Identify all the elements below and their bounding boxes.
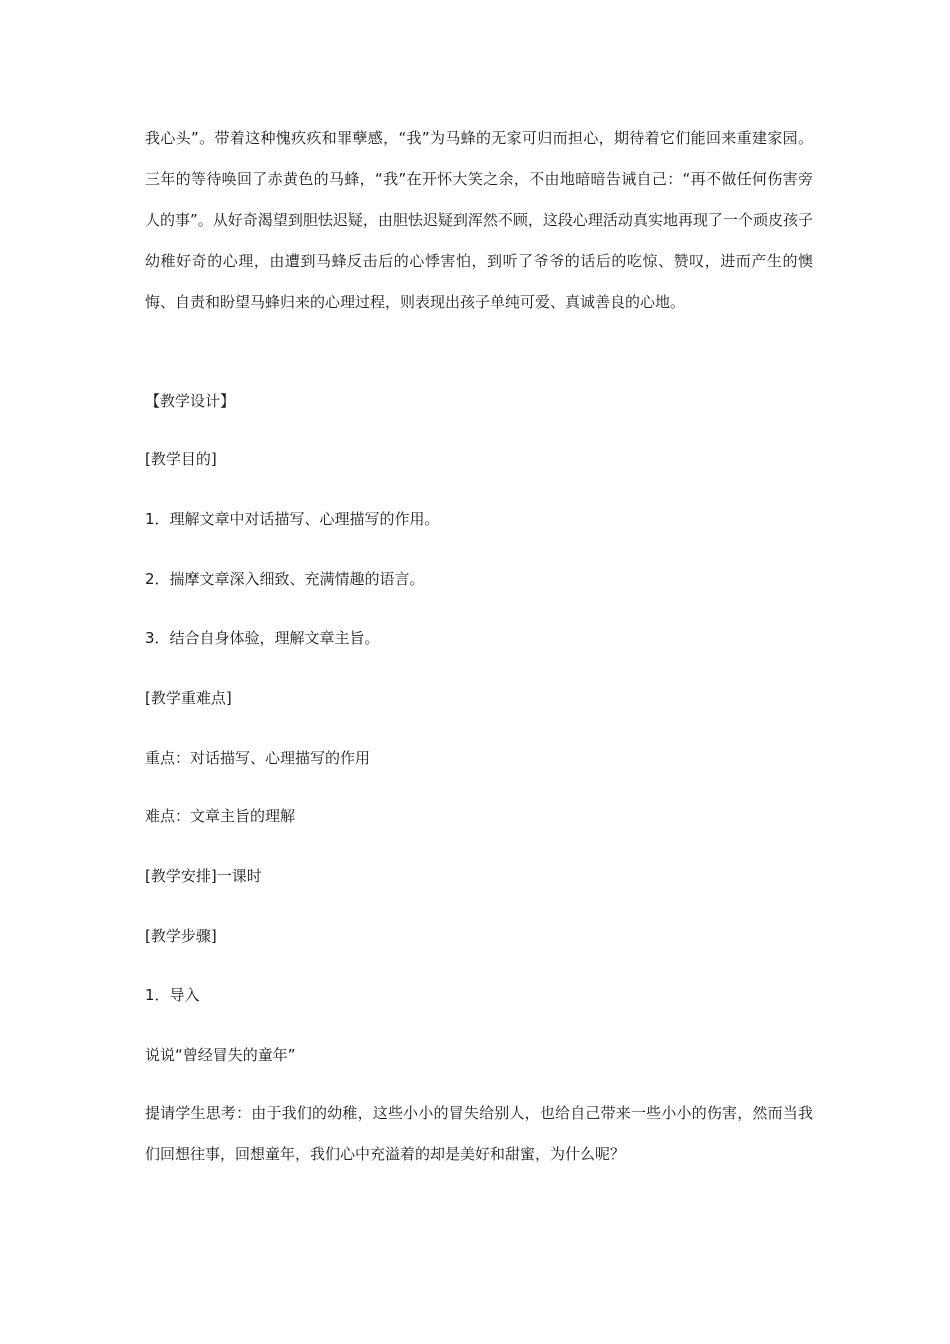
steps-heading: [教学步骤]	[145, 927, 217, 945]
step-1-prompt: 说说“曾经冒失的童年”	[145, 1046, 296, 1064]
design-heading: 【教学设计】	[145, 392, 236, 410]
key-point: 重点：对话描写、心理描写的作用	[145, 749, 371, 767]
goal-item-1: 1．理解文章中对话描写、心理描写的作用。	[145, 510, 440, 528]
intro-paragraph: 我心头”。带着这种愧疚疚和罪孽感，“我”为马蜂的无家可归而担心，期待着它们能回来重建家园。三年的等待唤回了赤黄色的马蜂，“我”在开怀大笑之余，不由地暗暗告诫自己：“再不做任何伤害旁人的事”。从好奇渴望到胆怯迟疑，由胆怯迟疑到浑然不顾，这段心理活动真实地再现了一个顽皮孩子幼稚好奇的心理，由遭到马蜂反击后的心悸害怕，到听了爷爷的话后的吃惊、赞叹，进而产生的懊悔、自责和盼望马蜂归来的心理过程，则表现出孩子单纯可爱、真诚善良的心地。	[145, 129, 813, 311]
difficult-point: 难点：文章主旨的理解	[145, 807, 296, 825]
closing-paragraph: 提请学生思考：由于我们的幼稚，这些小小的冒失给别人，也给自己带来一些小小的伤害，然而当我们回想往事，回想童年，我们心中充溢着的却是美好和甜蜜，为什么呢？	[145, 1104, 813, 1163]
goal-item-3: 3．结合自身体验，理解文章主旨。	[145, 629, 380, 647]
key-points-heading: [教学重难点]	[145, 689, 232, 707]
step-1: 1．导入	[145, 986, 200, 1004]
goal-item-2: 2．揣摩文章深入细致、充满情趣的语言。	[145, 570, 425, 588]
goals-heading: [教学目的]	[145, 450, 217, 468]
document-page	[145, 118, 813, 1163]
schedule: [教学安排]一课时	[145, 867, 262, 885]
